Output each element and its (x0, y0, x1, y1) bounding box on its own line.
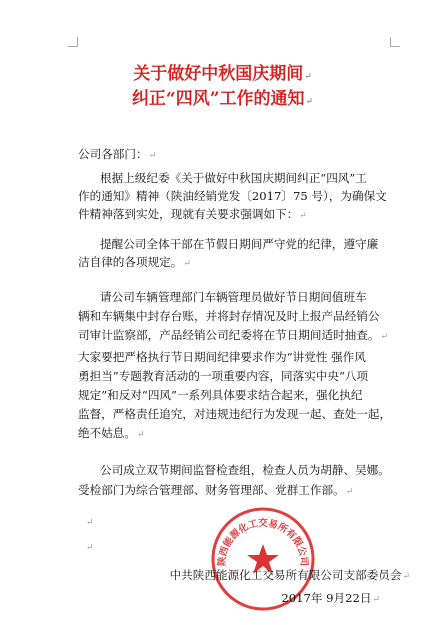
paragraph-line: 勇担当”专题教育活动的一项重要内容，同落实中央“八项 (78, 369, 369, 383)
salutation: 公司各部门：↵ (78, 147, 157, 161)
paragraph-line: 请公司车辆管理部门车辆管理员做好节日期间值班车 (100, 290, 367, 304)
blank-paragraph: ↵ (86, 543, 94, 553)
title-line-2: 纠正“四风”工作的通知↵ (131, 89, 314, 109)
signature-date: 2017年 9月22日↵ (281, 591, 380, 605)
paragraph-line: 洁自律的各项规定。↵ (78, 255, 191, 269)
paragraph-line: 件精神落到实处，现就有关要求强调如下：↵ (78, 207, 307, 221)
crop-mark-top-right (390, 37, 400, 47)
paragraph-line: 公司成立双节期间监督检查组，检查人员为胡静、吴娜。 (100, 463, 390, 477)
paragraph-line: 监督，严格责任追究，对违规违纪行为发现一起、查处一起， (78, 407, 392, 421)
paragraph-line: 绝不姑息。↵ (78, 426, 145, 440)
paragraph-line: 根据上级纪委《关于做好中秋国庆期间纠正“四风”工 (100, 171, 367, 185)
svg-text:陕西能源化工交易所有限公司: 陕西能源化工交易所有限公司 (216, 518, 310, 567)
paragraph-line: 提醒公司全体干部在节假日期间严守党的纪律，遵守廉 (100, 237, 379, 251)
paragraph-line: 辆和车辆集中封存台账，并将封存情况及时上报产品经销公 (78, 309, 380, 323)
signature-org: 中共陕西能源化工交易所有限公司支部委员会↵ (169, 568, 410, 582)
paragraph-line: 大家要把严格执行节日期间纪律要求作为“讲党性 强作风 (78, 350, 366, 364)
paragraph-line: 司审计监察部，产品经销公司纪委将在节日期间适时抽查。↵ (78, 328, 388, 342)
paragraph-line: 规定”和反对“四风”一系列具体要求结合起来，强化执纪 (78, 388, 363, 402)
title-line-1: 关于做好中秋国庆期间↵ (133, 64, 312, 84)
paragraph-line: 作的通知》精神（陕油经销党发〔2017〕75 号），为确保文 (78, 189, 387, 203)
crop-mark-top-left (68, 37, 78, 47)
blank-paragraph: ↵ (86, 518, 94, 528)
paragraph-line: 受检部门为综合管理部、财务管理部、党群工作部。↵ (78, 483, 354, 497)
